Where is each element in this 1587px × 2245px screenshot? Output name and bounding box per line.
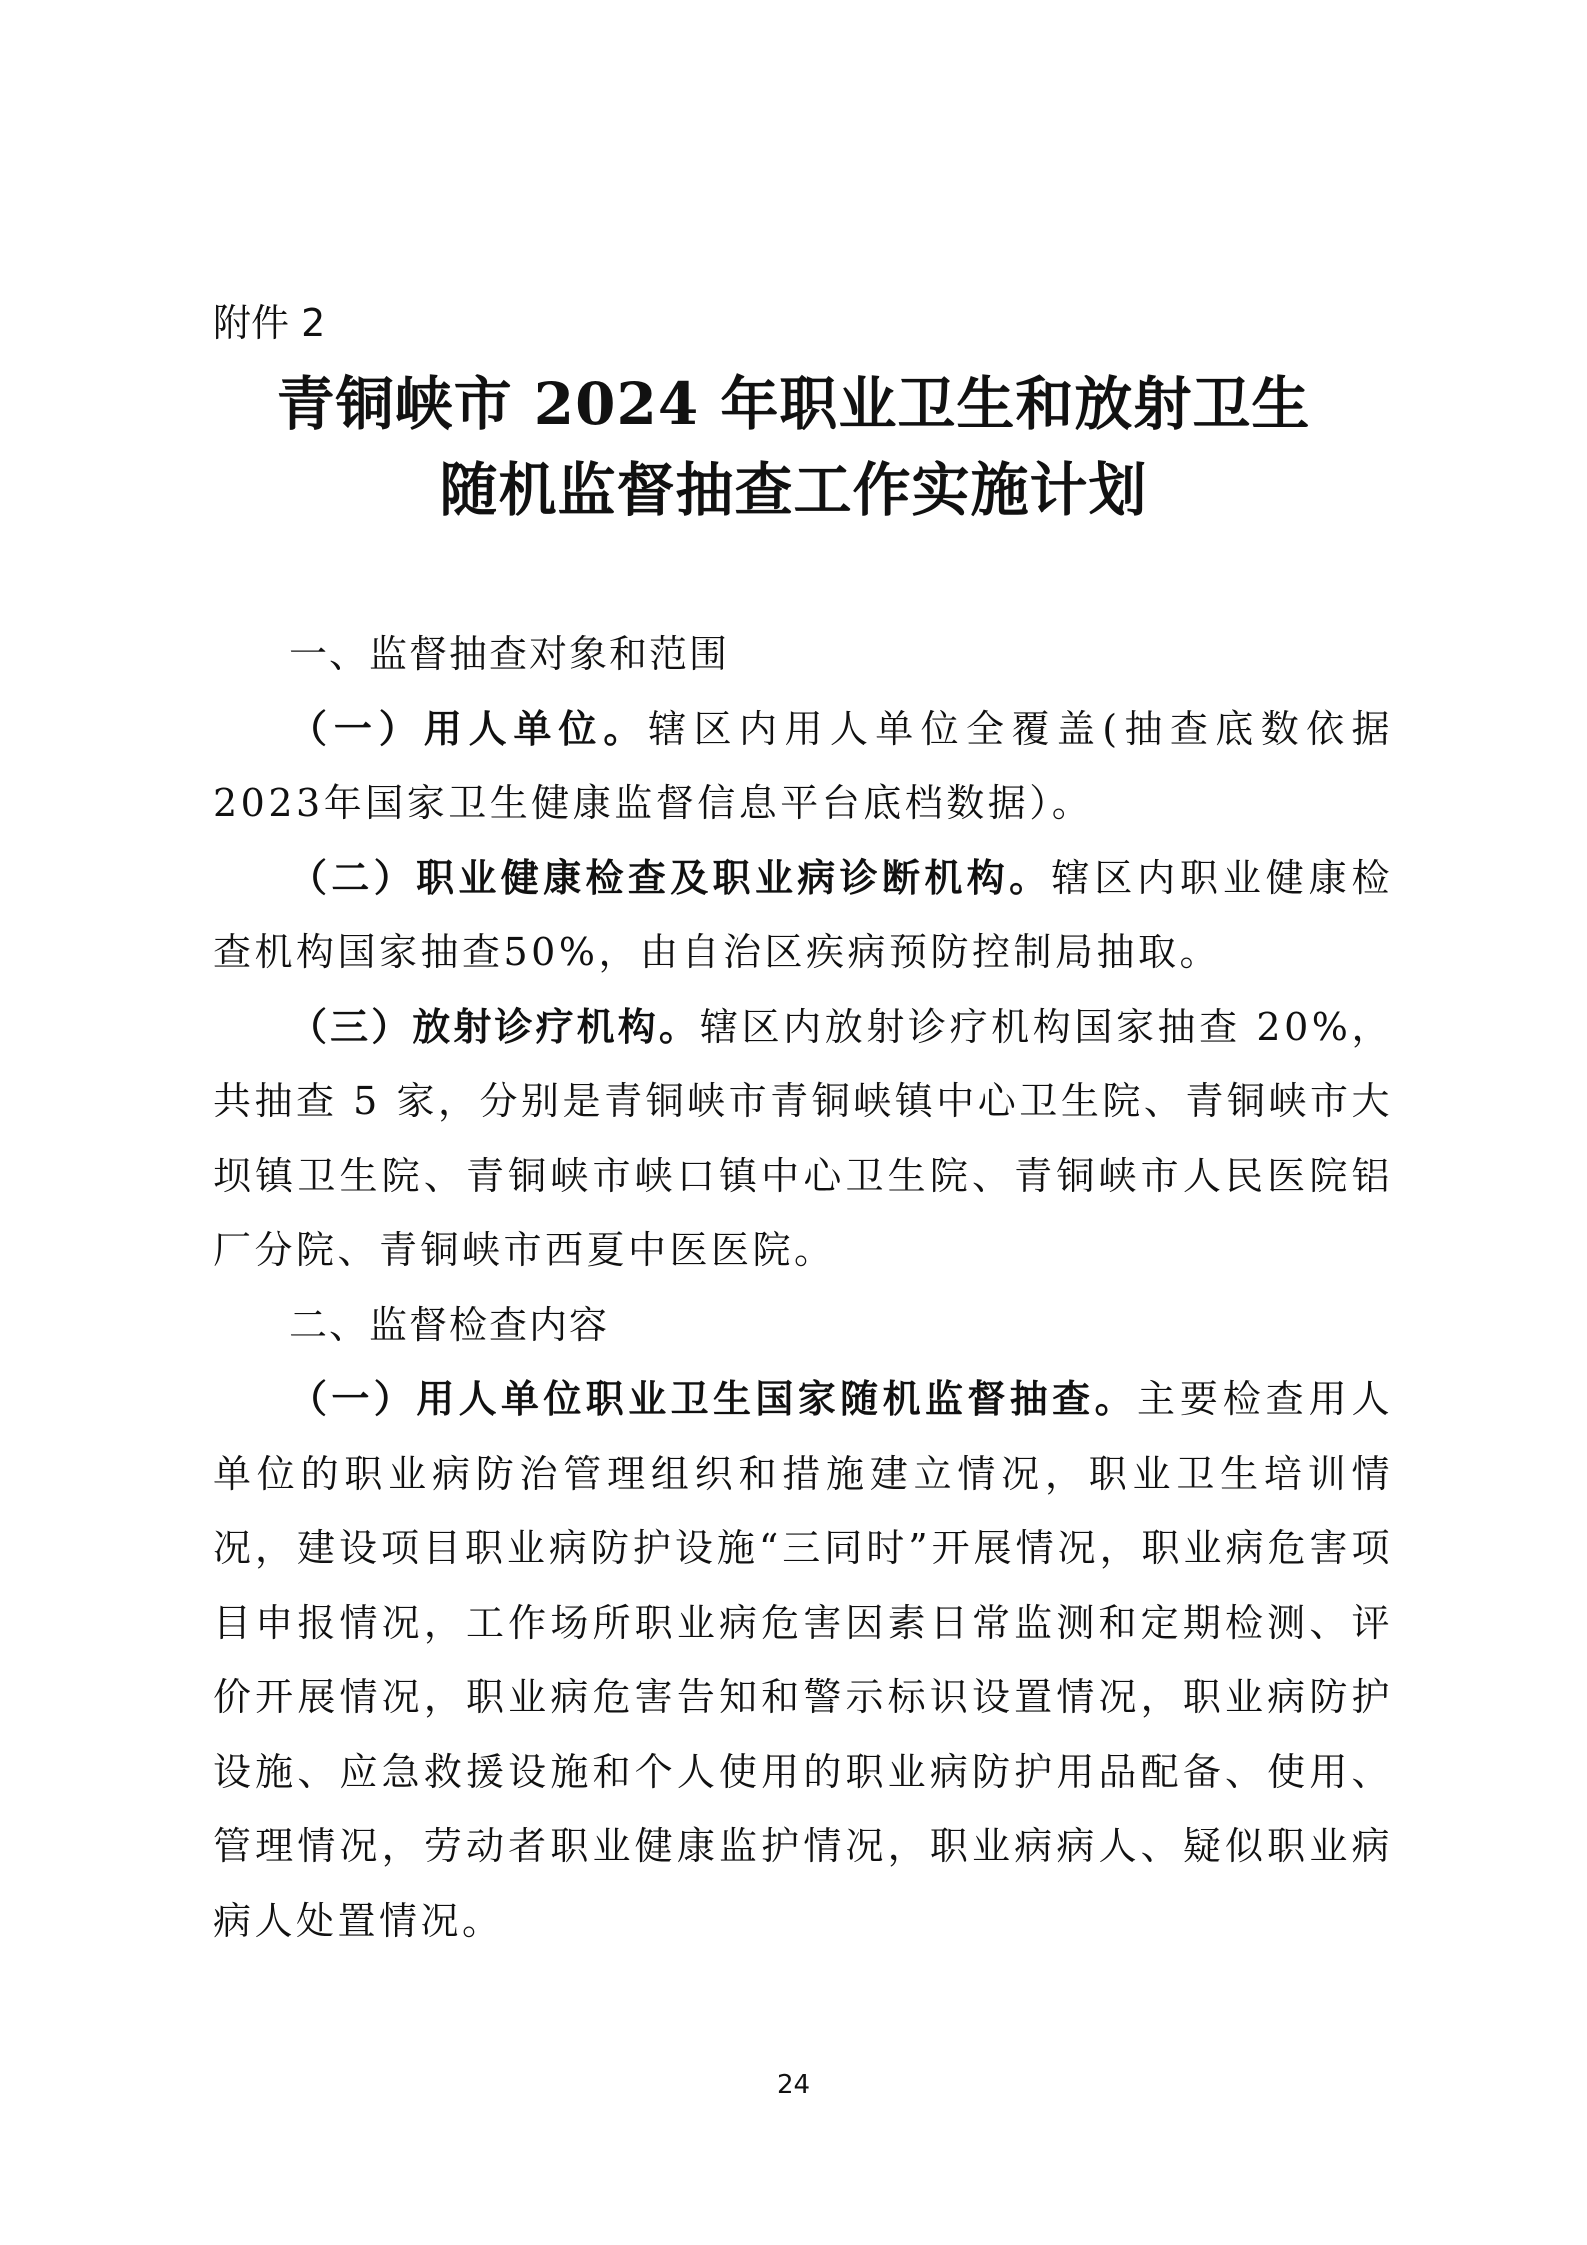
paragraph-lead: （一）用人单位职业卫生国家随机监督抽查。 [289,1376,1137,1421]
paragraph-employers [213,692,1393,841]
section-heading-1: 一、监督抽查对象和范围 [289,632,730,676]
paragraph-text: 辖区内用人单位全覆盖(抽查底数依据2023年国家卫生健康监督信息平台底档数据）。 [213,706,1393,825]
paragraph-lead: （三）放射诊疗机构。 [289,1003,700,1049]
paragraph-health-exam-institutions [213,841,1393,990]
paragraph-text: 辖区内职业健康检查机构国家抽查50%，由自治区疾病预防控制局抽取。 [213,855,1393,974]
attachment-label: 附件 2 [213,301,326,345]
paragraph-inspection-content [213,1362,1393,1958]
paragraph-lead: （一）用人单位。 [289,705,649,751]
document-title-line-1: 青铜峡市 2024 年职业卫生和放射卫生 [276,370,1311,438]
section-heading-2: 二、监督检查内容 [289,1302,610,1347]
document-body [213,617,1393,1958]
paragraph-text: 辖区内放射诊疗机构国家抽查 20%，共抽查 5 家，分别是青铜峡市青铜峡镇中心卫生院、青铜峡市大坝镇卫生院、青铜峡市峡口镇中心卫生院、青铜峡市人民医院铝厂分院、青铜峡市西夏中医医院。 [213,1004,1393,1272]
paragraph-text: 主要检查用人单位的职业病防治管理组织和措施建立情况，职业卫生培训情况，建设项目职业病防护设施“三同时”开展情况，职业病危害项目申报情况，工作场所职业病危害因素日常监测和定期检测、评价开展情况，职业病危害告知和警示标识设置情况，职业病防护设施、应急救援设施和个人使用的职业病防护用品配备、使用、管理情况，劳动者职业健康监护情况，职业病病人、疑似职业病病人处置情况。 [213,1377,1393,1943]
paragraph-lead: （二）职业健康检查及职业病诊断机构。 [289,854,1052,900]
page-number: 24 [776,2070,811,2100]
document-title-line-2: 随机监督抽查工作实施计划 [439,456,1148,524]
paragraph-radiology-institutions [213,990,1393,1288]
